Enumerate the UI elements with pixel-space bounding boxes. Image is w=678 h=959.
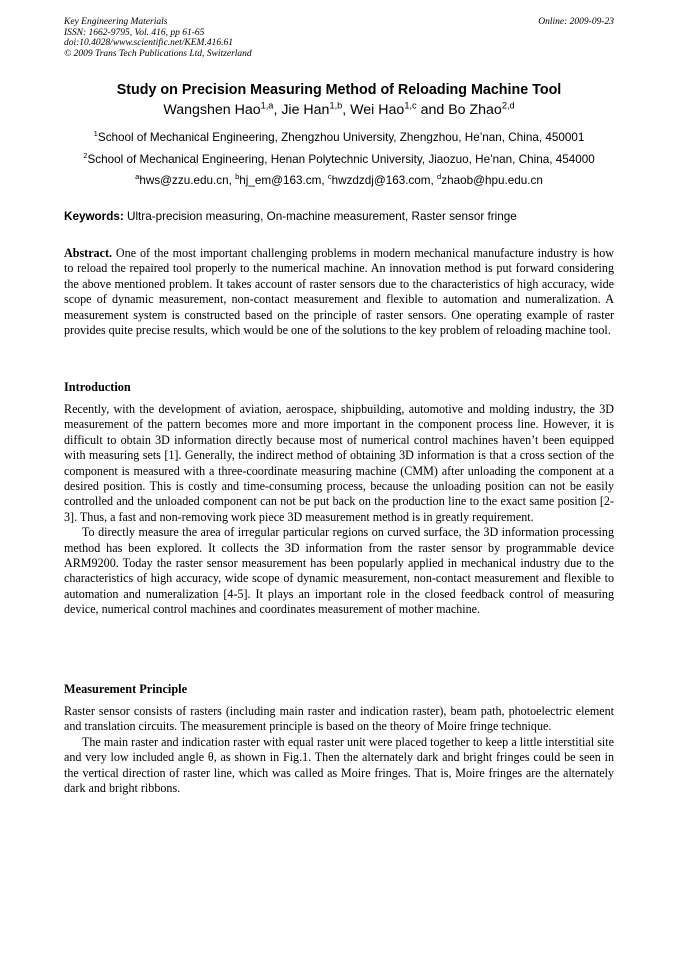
affiliation-1 bbox=[40, 131, 638, 144]
author-sep: , bbox=[273, 102, 282, 118]
issn-line: ISSN: 1662-9795, Vol. 416, pp 61-65 bbox=[64, 27, 205, 38]
copyright-line: © 2009 Trans Tech Publications Ltd, Switzerland bbox=[64, 48, 252, 59]
author-sep: , bbox=[342, 102, 351, 118]
journal-header bbox=[64, 17, 614, 59]
author-name: Jie Han bbox=[281, 102, 330, 118]
journal-name: Key Engineering Materials bbox=[64, 17, 168, 27]
abstract-label: Abstract. bbox=[64, 246, 113, 260]
email: hj_em@163.cm, bbox=[239, 174, 328, 187]
online-date: Online: 2009-09-23 bbox=[538, 17, 614, 27]
keywords-label: Keywords: bbox=[64, 210, 124, 223]
affiliation-text: School of Mechanical Engineering, Zhengzhou University, Zhengzhou, He’nan, China, 450001 bbox=[97, 131, 585, 144]
keywords bbox=[64, 210, 614, 223]
affiliation-2 bbox=[40, 153, 638, 166]
author-name: Wei Hao bbox=[350, 102, 405, 118]
doi-line: doi:10.4028/www.scientific.net/KEM.416.61 bbox=[64, 38, 233, 48]
email-sup: d bbox=[437, 172, 442, 182]
section-heading-measurement-principle: Measurement Principle bbox=[64, 682, 188, 696]
abstract bbox=[64, 246, 614, 338]
paragraph: To directly measure the area of irregular particular regions on curved surface, the 3D information processing method has been explored. It collects the 3D information from the raster sensor by programmable device ARM9200. Today the raster sensor measurement has been popularly applied in mechanical industry due to the characteristics of high accuracy, wide scope of dynamic measurement, non-contact measurement and flexible to automation and numeralization [4-5]. It plays an important role in the closed feedback control of measuring device, numerical control machines and coordinates measurement of mother machine. bbox=[64, 525, 614, 617]
introduction-body bbox=[64, 402, 614, 618]
affiliation-sup: 1 bbox=[93, 129, 98, 139]
affiliation-sup: 2 bbox=[83, 151, 88, 161]
author-name: Wangshen Hao bbox=[163, 102, 261, 118]
paragraph: Recently, with the development of aviation, aerospace, shipbuilding, automotive and molding industry, the 3D measurement of the pattern becomes more and more important in the component process line. However, it is difficult to obtain 3D information directly because most of numerical control machines haven’t been equipped with measuring sets [1]. Generally, the indirect method of obtaining 3D information is that a cross section of the component is measured with a three-coordinate measuring machine (CMM) after unloading the component at a desired position. This is costly and time-consuming process, because the unloading position can not be easily controlled and the unloaded component can not be put back on the production line to the exact same position [2-3]. Thus, a fast and non-removing work piece 3D measurement method is in greatly requirement. bbox=[64, 402, 614, 524]
email-sup: a bbox=[135, 172, 140, 182]
author-sup: 1,a bbox=[260, 100, 274, 111]
author-name: Bo Zhao bbox=[448, 102, 502, 118]
email: hws@zzu.edu.cn, bbox=[139, 174, 236, 187]
email: zhaob@hpu.edu.cn bbox=[441, 174, 543, 187]
author-sep: and bbox=[416, 102, 449, 118]
measurement-principle-body bbox=[64, 704, 614, 796]
paper-title: Study on Precision Measuring Method of Reloading Machine Tool bbox=[116, 82, 562, 98]
paragraph: Raster sensor consists of rasters (including main raster and indication raster), beam path, photoelectric element and translation circuits. The measurement principle is based on the theory of Moire fringe technique. bbox=[64, 704, 614, 734]
keywords-text: Ultra-precision measuring, On-machine measurement, Raster sensor fringe bbox=[123, 210, 517, 223]
author-sup: 2,d bbox=[501, 100, 515, 111]
author-sup: 1,c bbox=[404, 100, 417, 111]
affiliation-text: School of Mechanical Engineering, Henan Polytechnic University, Jiaozuo, He’nan, China, 454000 bbox=[87, 153, 595, 166]
abstract-text: One of the most important challenging problems in modern mechanical manufacture industry is how to reload the repaired tool properly to the numerical machine. An innovation method is put forward considering the above mentioned problem. It takes account of raster sensors due to the characteristics of high accuracy, wide scope of dynamic measurement, non-contact measurement and flexible to automation and numeralization. A measurement system is constructed based on the principle of raster sensors. One operating example of raster provides quite precise results, which would be one of the solutions to the key problem of reloading machine tool. bbox=[64, 246, 614, 338]
paragraph: The main raster and indication raster with equal raster unit were placed together to keep a little interstitial site and very low included angle θ, as shown in Fig.1. Then the alternately dark and bright fringes could be seen in the vertical direction of raster line, which was called as Moire fringes. That is, Moire fringes are the alternately dark and bright ribbons. bbox=[64, 734, 614, 796]
email-sup: b bbox=[235, 172, 240, 182]
email-sup: c bbox=[327, 172, 332, 182]
email: hwzdzdj@163.com, bbox=[331, 174, 438, 187]
author-list bbox=[40, 102, 638, 118]
author-emails bbox=[40, 174, 638, 187]
author-sup: 1,b bbox=[329, 100, 343, 111]
section-heading-introduction: Introduction bbox=[64, 380, 131, 394]
